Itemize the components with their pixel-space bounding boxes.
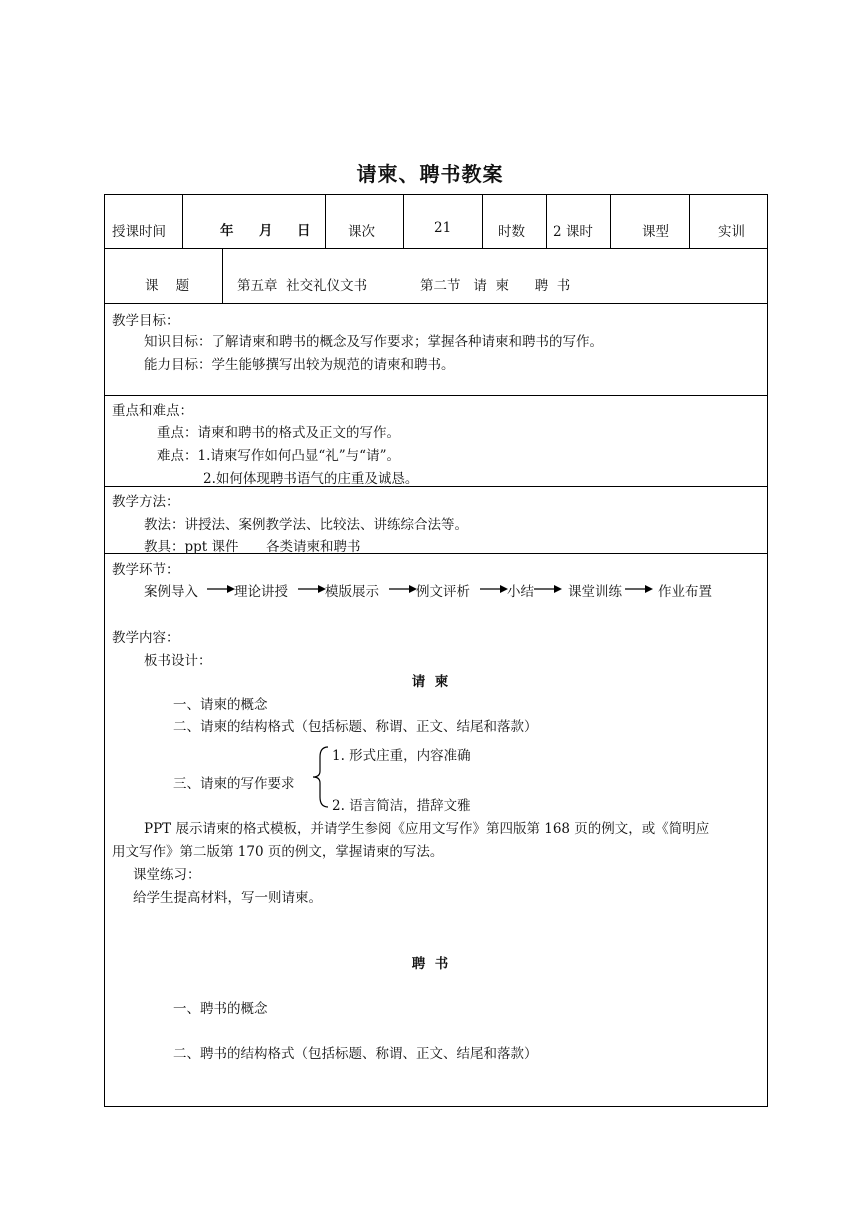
cell-divider xyxy=(182,194,183,248)
month-label: 月 xyxy=(259,223,273,239)
cell-divider xyxy=(222,248,223,303)
invitation-point-2: 二、请柬的结构格式（包括标题、称谓、正文、结尾和落款） xyxy=(173,719,538,735)
invitation-title: 请 柬 xyxy=(411,674,449,690)
goals-heading: 教学目标： xyxy=(112,313,180,329)
step-item: 案例导入 xyxy=(144,584,198,600)
appointment-point-2: 二、聘书的结构格式（包括标题、称谓、正文、结尾和落款） xyxy=(173,1046,538,1062)
arrow-icon xyxy=(534,583,562,595)
arrow-icon xyxy=(625,583,653,595)
row-divider xyxy=(104,395,768,396)
cell-divider xyxy=(610,194,611,248)
year-label: 年 xyxy=(220,223,234,239)
knowledge-goal: 知识目标：了解请柬和聘书的概念及写作要求；掌握各种请柬和聘书的写作。 xyxy=(144,334,603,350)
arrow-icon xyxy=(480,583,508,595)
row-divider xyxy=(104,303,768,304)
practice-text: 给学生提高材料，写一则请柬。 xyxy=(133,890,322,906)
brace-icon xyxy=(310,745,330,809)
difficulty-1: 难点：1.请柬写作如何凸显“礼”与“请”。 xyxy=(157,448,400,464)
time-label: 授课时间 xyxy=(112,224,166,240)
hours-label: 时数 xyxy=(498,224,525,240)
ppt-paragraph-line-2: 用文写作》第二版第 170 页的例文，掌握请柬的写法。 xyxy=(112,844,444,860)
step-item: 模版展示 xyxy=(325,584,379,600)
arrow-icon xyxy=(207,583,235,595)
requirement-2: 2. 语言简洁，措辞文雅 xyxy=(332,798,471,814)
cell-divider xyxy=(325,194,326,248)
content-heading: 教学内容： xyxy=(112,630,180,646)
ability-goal: 能力目标：学生能够撰写出较为规范的请柬和聘书。 xyxy=(144,357,455,373)
teaching-tools: 教具：ppt 课件 xyxy=(144,539,239,555)
keypoints-heading: 重点和难点： xyxy=(112,403,193,419)
board-design-label: 板书设计： xyxy=(144,653,212,669)
arrow-icon xyxy=(389,583,417,595)
teaching-tools-extra: 各类请柬和聘书 xyxy=(266,539,361,555)
arrow-icon xyxy=(298,583,326,595)
step-item: 作业布置 xyxy=(658,584,712,600)
session-value: 21 xyxy=(434,220,452,236)
appointment-title: 聘 书 xyxy=(411,956,449,972)
day-label: 日 xyxy=(297,223,311,239)
topic-label: 课 题 xyxy=(145,278,190,294)
page-title: 请柬、聘书教案 xyxy=(356,162,504,186)
practice-heading: 课堂练习： xyxy=(133,867,201,883)
cell-divider xyxy=(482,194,483,248)
table-border-bottom xyxy=(104,1106,768,1107)
chapter-text: 第五章 社交礼仪文书 xyxy=(237,278,368,294)
appointment-point-1: 一、聘书的概念 xyxy=(173,1001,268,1017)
teaching-methods: 教法：讲授法、案例教学法、比较法、讲练综合法等。 xyxy=(144,517,468,533)
hours-value: 2 课时 xyxy=(553,224,593,240)
step-item: 理论讲授 xyxy=(234,584,288,600)
invitation-point-1: 一、请柬的概念 xyxy=(173,697,268,713)
ppt-paragraph-line-1: PPT 展示请柬的格式模板，并请学生参阅《应用文写作》第四版第 168 页的例文，或《简明应 xyxy=(144,821,710,837)
steps-heading: 教学环节： xyxy=(112,562,180,578)
session-label: 课次 xyxy=(348,224,375,240)
row-divider xyxy=(104,248,768,249)
type-label: 课型 xyxy=(642,224,669,240)
section-text: 第二节 请 柬 聘 书 xyxy=(420,278,571,294)
step-item: 小结 xyxy=(507,584,534,600)
invitation-point-3: 三、请柬的写作要求 xyxy=(173,776,295,792)
step-item: 课堂训练 xyxy=(568,584,622,600)
requirement-1: 1. 形式庄重，内容准确 xyxy=(332,748,471,764)
table-border-top xyxy=(104,194,768,195)
step-item: 例文评析 xyxy=(416,584,470,600)
cell-divider xyxy=(546,194,547,248)
difficulty-2: 2.如何体现聘书语气的庄重及诚恳。 xyxy=(203,471,419,487)
cell-divider xyxy=(689,194,690,248)
key-point: 重点：请柬和聘书的格式及正文的写作。 xyxy=(157,425,400,441)
cell-divider xyxy=(403,194,404,248)
type-value: 实训 xyxy=(718,224,745,240)
methods-heading: 教学方法： xyxy=(112,494,180,510)
